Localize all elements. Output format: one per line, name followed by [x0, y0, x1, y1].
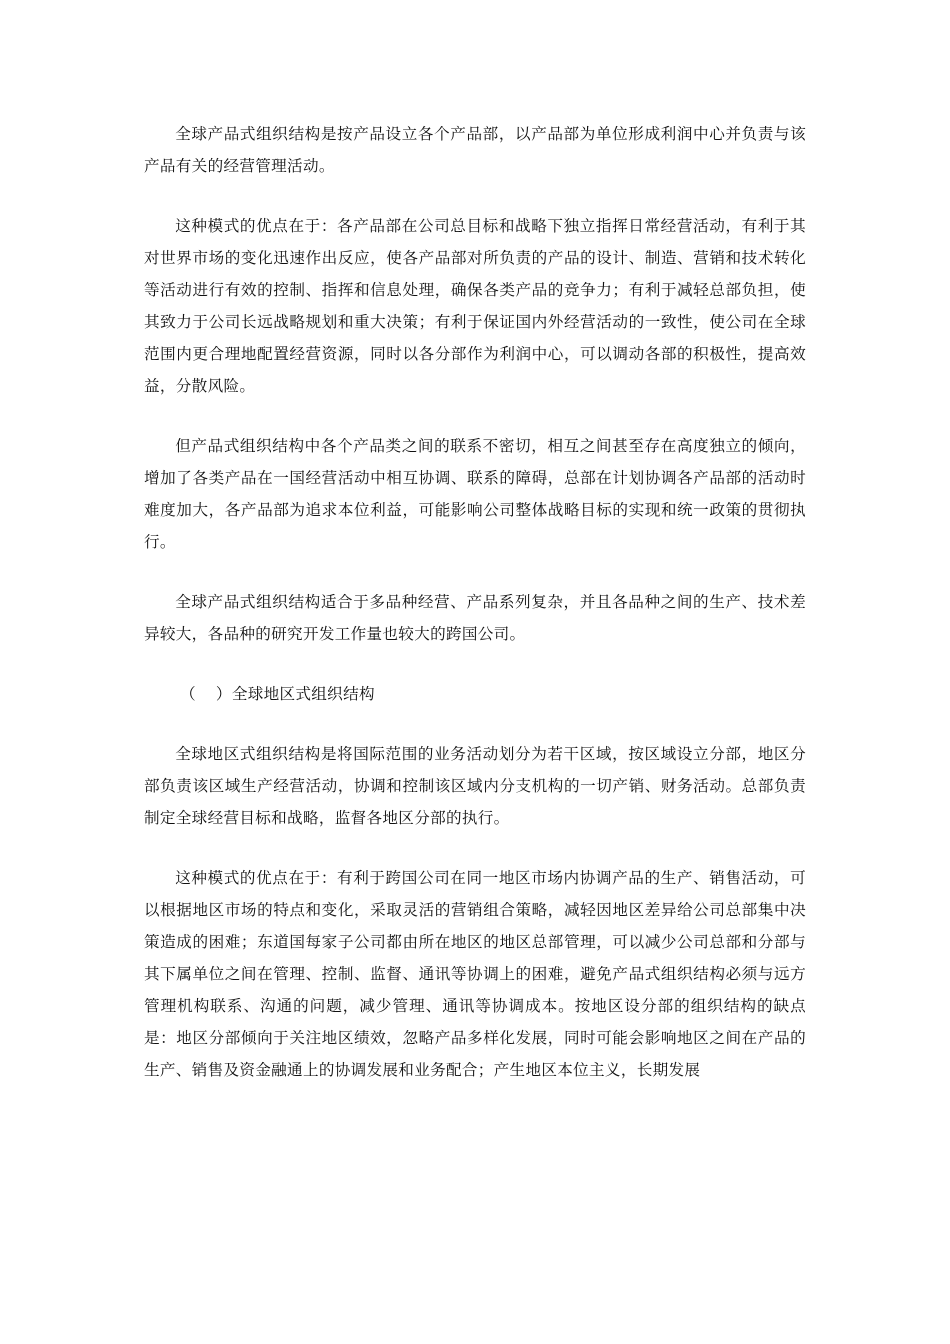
- paragraph-product-structure-disadvantages: 但产品式组织结构中各个产品类之间的联系不密切，相互之间甚至存在高度独立的倾向，增加了各类产品在一国经营活动中相互协调、联系的障碍，总部在计划协调各产品部的活动时难度加大，各产品部为追求本位利益，可能影响公司整体战略目标的实现和统一政策的贯彻执行。: [144, 437, 806, 551]
- heading-close-bracket: ）: [215, 685, 232, 703]
- paragraph-product-structure-advantages: 这种模式的优点在于：各产品部在公司总目标和战略下独立指挥日常经营活动，有利于其对世界市场的变化迅速作出反应，使各产品部对所负责的产品的设计、制造、营销和技术转化等活动进行有效的控制、指挥和信息处理，确保各类产品的竞争力；有利于减轻总部负担，使其致力于公司长远战略规划和重大决策；有利于保证国内外经营活动的一致性，使公司在全球范围内更合理地配置经营资源，同时以各分部作为利润中心，可以调动各部的积极性，提高效益，分散风险。: [144, 217, 806, 395]
- paragraph-regional-structure-advantages: 这种模式的优点在于：有利于跨国公司在同一地区市场内协调产品的生产、销售活动，可以根据地区市场的特点和变化，采取灵活的营销组合策略，减轻因地区差异给公司总部集中决策造成的困难；东道国每家子公司都由所在地区的地区总部管理，可以减少公司总部和分部与其下属单位之间在管理、控制、监督、通讯等协调上的困难，避免产品式组织结构必须与远方管理机构联系、沟通的问题，减少管理、通讯等协调成本。按地区设分部的组织结构的缺点是：地区分部倾向于关注地区绩效，忽略产品多样化发展，同时可能会影响地区之间在产品的生产、销售及资金融通上的协调发展和业务配合；产生地区本位主义，长期发展: [144, 869, 806, 1079]
- section-heading-regional-structure: [144, 678, 806, 710]
- paragraph-regional-structure-definition: 全球地区式组织结构是将国际范围的业务活动划分为若干区域，按区域设立分部，地区分部负责该区域生产经营活动，协调和控制该区域内分支机构的一切产销、财务活动。总部负责制定全球经营目标和战略，监督各地区分部的执行。: [144, 745, 806, 827]
- heading-text: 全球地区式组织结构: [231, 685, 375, 703]
- paragraph-product-structure-definition: 全球产品式组织结构是按产品设立各个产品部，以产品部为单位形成利润中心并负责与该产品有关的经营管理活动。: [144, 125, 806, 175]
- paragraph-product-structure-applicability: 全球产品式组织结构适合于多品种经营、产品系列复杂，并且各品种之间的生产、技术差异较大，各品种的研究开发工作量也较大的跨国公司。: [144, 593, 806, 643]
- document-body: [144, 118, 806, 1086]
- heading-open-bracket: （: [180, 685, 196, 703]
